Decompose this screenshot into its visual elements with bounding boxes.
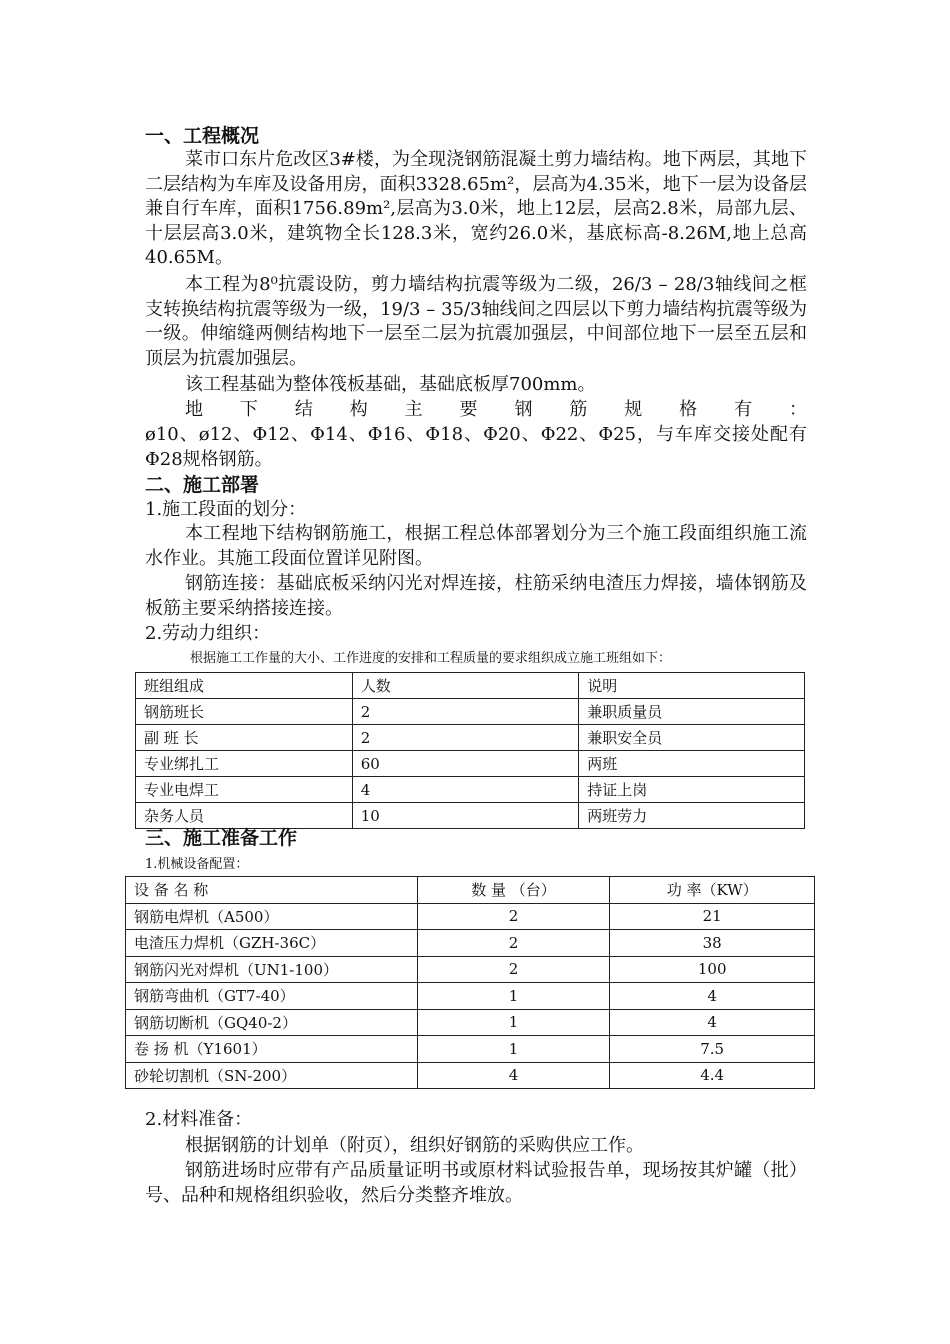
table-cell: 4 [417, 1062, 610, 1089]
table-row [126, 1062, 815, 1089]
table-cell: 钢筋切断机（GQ40-2） [126, 1009, 418, 1036]
table-cell: 4 [352, 777, 579, 803]
table-cell: 两班劳力 [579, 803, 805, 829]
table-cell: 2 [352, 699, 579, 725]
table-cell: 电渣压力焊机（GZH-36C） [126, 930, 418, 957]
table-cell: 10 [352, 803, 579, 829]
table-cell: 2 [417, 930, 610, 957]
table-row [126, 930, 815, 957]
table-cell: 钢筋弯曲机（GT7-40） [126, 983, 418, 1010]
table-row [136, 699, 805, 725]
equipment-subtitle: 1.机械设备配置： [145, 857, 249, 872]
table-cell: 100 [610, 956, 815, 983]
materials-paragraph-2: 钢筋进场时应带有产品质量证明书或原材料试验报告单，现场按其炉罐（批）号、品种和规格组织验收，然后分类整齐堆放。 [145, 1160, 807, 1206]
table-cell: 兼职质量员 [579, 699, 805, 725]
section-1-title: 一、工程概况 [145, 125, 260, 147]
table-cell: 1 [417, 983, 610, 1010]
table-cell: 钢筋电焊机（A500） [126, 903, 418, 930]
table-header-row [136, 673, 805, 699]
table-cell: 2 [417, 903, 610, 930]
labor-caption: 根据施工工作量的大小、工作进度的安排和工程质量的要求组织成立施工班组如下： [190, 651, 672, 666]
table-cell: 4 [610, 1009, 815, 1036]
table-cell: 杂务人员 [136, 803, 353, 829]
table-row [136, 725, 805, 751]
foundation-paragraph: 该工程基础为整体筏板基础，基础底板厚700mm。 [185, 374, 596, 395]
table-row [126, 956, 815, 983]
header-cell: 功 率（KW） [610, 877, 815, 904]
table-cell: 38 [610, 930, 815, 957]
table-cell: 2 [417, 956, 610, 983]
table-cell: 专业绑扎工 [136, 751, 353, 777]
table-cell: 持证上岗 [579, 777, 805, 803]
materials-subtitle: 2.材料准备： [145, 1109, 253, 1130]
table-row [136, 803, 805, 829]
header-cell: 班组组成 [136, 673, 353, 699]
rebar-spec-list: ø10、ø12、Φ12、Φ14、Φ16、Φ18、Φ20、Φ22、Φ25，与车库交接处配有Φ28规格钢筋。 [145, 424, 807, 470]
table-row [136, 777, 805, 803]
table-cell: 砂轮切割机（SN-200） [126, 1062, 418, 1089]
segment-division-subtitle: 1.施工段面的划分： [145, 499, 307, 520]
rebar-connection-paragraph: 钢筋连接：基础底板采纳闪光对焊连接，柱筋采纳电渣压力焊接，墙体钢筋及板筋主要采纳搭接连接。 [145, 573, 807, 619]
table-cell: 兼职安全员 [579, 725, 805, 751]
section-3-title: 三、施工准备工作 [145, 827, 298, 849]
project-overview-paragraph: 菜市口东片危改区3#楼，为全现浇钢筋混凝土剪力墙结构。地下两层，其地下二层结构为车库及设备用房，面积3328.65m²，层高为4.35米，地下一层为设备层兼自行车库，面积1756.89m²,层高为3.0米，地上12层，层高2.8米，局部九层、十层层高3.0米，建筑物全长128.3米，宽约26.0米，基底标高-8.26M,地上总高40.65M。 [145, 149, 807, 268]
header-cell: 说明 [579, 673, 805, 699]
table-cell: 钢筋班长 [136, 699, 353, 725]
rebar-spec-heading-line: 地下结构主要钢筋规格有： [185, 399, 807, 420]
table-cell: 副 班 长 [136, 725, 353, 751]
labor-table [135, 672, 805, 829]
labor-subtitle: 2.劳动力组织： [145, 623, 271, 644]
table-cell: 专业电焊工 [136, 777, 353, 803]
table-row [126, 903, 815, 930]
table-cell: 钢筋闪光对焊机（UN1-100） [126, 956, 418, 983]
table-cell: 1 [417, 1036, 610, 1063]
table-cell: 2 [352, 725, 579, 751]
table-row [126, 1009, 815, 1036]
table-cell: 卷 扬 机（Y1601） [126, 1036, 418, 1063]
materials-paragraph-1: 根据钢筋的计划单（附页），组织好钢筋的采购供应工作。 [185, 1135, 644, 1156]
table-header-row [126, 877, 815, 904]
table-row [126, 1036, 815, 1063]
seismic-paragraph: 本工程为8⁰抗震设防，剪力墙结构抗震等级为二级，26/3 – 28/3轴线间之框支转换结构抗震等级为一级，19/3 – 35/3轴线间之四层以下剪力墙结构抗震等级为一级。伸缩缝两侧结构地下一层至二层为抗震加强层，中间部位地下一层至五层和顶层为抗震加强层。 [145, 274, 807, 369]
table-cell: 4 [610, 983, 815, 1010]
section-2-title: 二、施工部署 [145, 474, 260, 496]
table-cell: 1 [417, 1009, 610, 1036]
header-cell: 设 备 名 称 [126, 877, 418, 904]
table-cell: 7.5 [610, 1036, 815, 1063]
equipment-table [125, 876, 815, 1089]
table-cell: 两班 [579, 751, 805, 777]
header-cell: 人数 [352, 673, 579, 699]
table-cell: 60 [352, 751, 579, 777]
table-cell: 4.4 [610, 1062, 815, 1089]
segment-paragraph: 本工程地下结构钢筋施工，根据工程总体部署划分为三个施工段面组织施工流水作业。其施工段面位置详见附图。 [145, 523, 807, 569]
header-cell: 数 量 （台） [417, 877, 610, 904]
table-cell: 21 [610, 903, 815, 930]
table-row [126, 983, 815, 1010]
table-row [136, 751, 805, 777]
